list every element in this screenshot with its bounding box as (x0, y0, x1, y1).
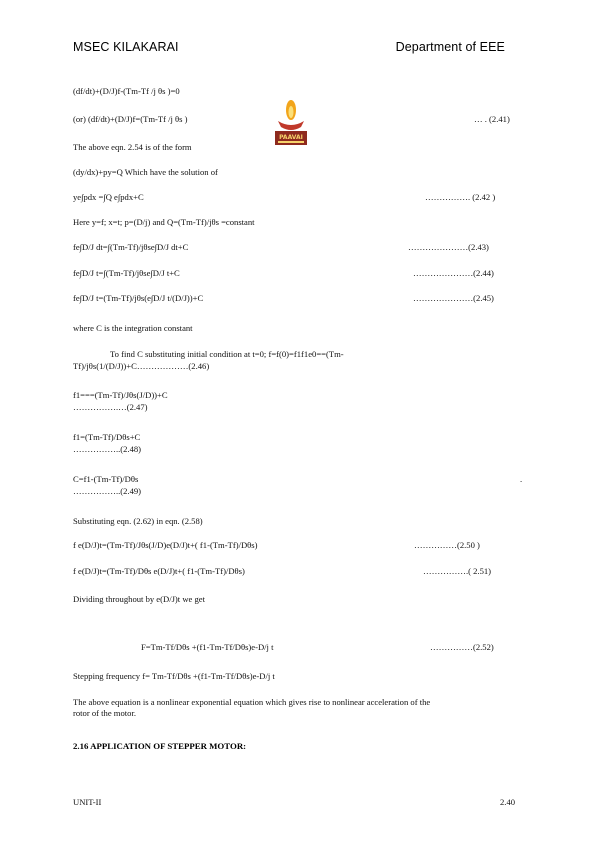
equation-ref: ……………..(2.48) (73, 444, 142, 454)
equation-line: C=f1-(Tm-Tf)/Dθs (73, 474, 139, 484)
equation-ref: …………………(2.44) (413, 268, 494, 278)
equation-ref: ……………. (2.42 ) (425, 192, 496, 202)
equation-line: (or) (df/dt)+(D/J)f=(Tm-Tf /j θs ) (73, 114, 188, 124)
equation-ref: …………………(2.43) (408, 242, 489, 252)
logo-text: PAAVAI (279, 134, 303, 141)
equation-line: ye∫pdx =∫Q e∫pdx+C (73, 192, 144, 202)
text-line: Here y=f; x=t; p=(D/j) and Q=(Tm-Tf)/jθs =constant (73, 217, 255, 227)
equation-ref: ……………..(2.49) (73, 486, 142, 496)
text-line: To find C substituting initial condition at t=0; f=f(0)=f1f1e0==(Tm- (110, 349, 344, 359)
header-department: Department of EEE (395, 40, 505, 54)
equation-ref: ……………(2.50 ) (414, 540, 480, 550)
equation-line: (df/dt)+(D/J)f-(Tm-Tf /j θs )=0 (73, 86, 180, 96)
text-line: where C is the integration constant (73, 323, 193, 333)
paragraph: The above equation is a nonlinear exponential equation which gives rise to nonlinear acceleration of the rotor of the motor. (73, 697, 431, 718)
equation-line: fe∫D/J dt=∫(Tm-Tf)/jθse∫D/J dt+C (73, 242, 189, 252)
text-line: Stepping frequency f= Tm-Tf/Dθs +(f1-Tm-Tf/Dθs)e-D/j t (73, 671, 275, 681)
equation-ref: …………………(2.45) (413, 293, 494, 303)
equation-line: F=Tm-Tf/Dθs +(f1-Tm-Tf/Dθs)e-D/j t (141, 642, 274, 652)
equation-line: f1=(Tm-Tf)/Dθs+C (73, 432, 141, 442)
equation-ref: …………….( 2.51) (423, 566, 492, 576)
section-heading: 2.16 APPLICATION OF STEPPER MOTOR: (73, 741, 247, 751)
text-line: Tf)/jθs(1/(D/J))+C………………(2.46) (73, 361, 210, 371)
equation-ref: …………….…(2.47) (73, 402, 148, 412)
equation-line: f e(D/J)t=(Tm-Tf)/Dθs e(D/J)t+( f1-(Tm-Tf)/Dθs) (73, 566, 245, 576)
text-line: Dividing throughout by e(D/J)t we get (73, 594, 205, 604)
equation-ref: … . (2.41) (474, 114, 510, 124)
text-line: (dy/dx)+py=Q Which have the solution of (73, 167, 218, 177)
footer-page-number: 2.40 (500, 797, 516, 807)
college-logo (268, 95, 314, 151)
stray-dot: . (520, 474, 523, 484)
footer-unit: UNIT-II (73, 797, 102, 807)
equation-line: f1===(Tm-Tf)/Jθs(J/D))+C (73, 390, 168, 400)
header-institution: MSEC KILAKARAI (73, 40, 179, 54)
equation-line: fe∫D/J t=(Tm-Tf)/jθs(e∫D/J t/(D/J))+C (73, 293, 204, 303)
text-line: Substituting eqn. (2.62) in eqn. (2.58) (73, 516, 203, 526)
equation-line: fe∫D/J t=∫(Tm-Tf)/jθse∫D/J t+C (73, 268, 180, 278)
equation-line: f e(D/J)t=(Tm-Tf)/Jθs(J/D)e(D/J)t+( f1-(Tm-Tf)/Dθs) (73, 540, 258, 550)
equation-ref: ……………(2.52) (430, 642, 494, 652)
text-line: The above eqn. 2.54 is of the form (73, 142, 192, 152)
